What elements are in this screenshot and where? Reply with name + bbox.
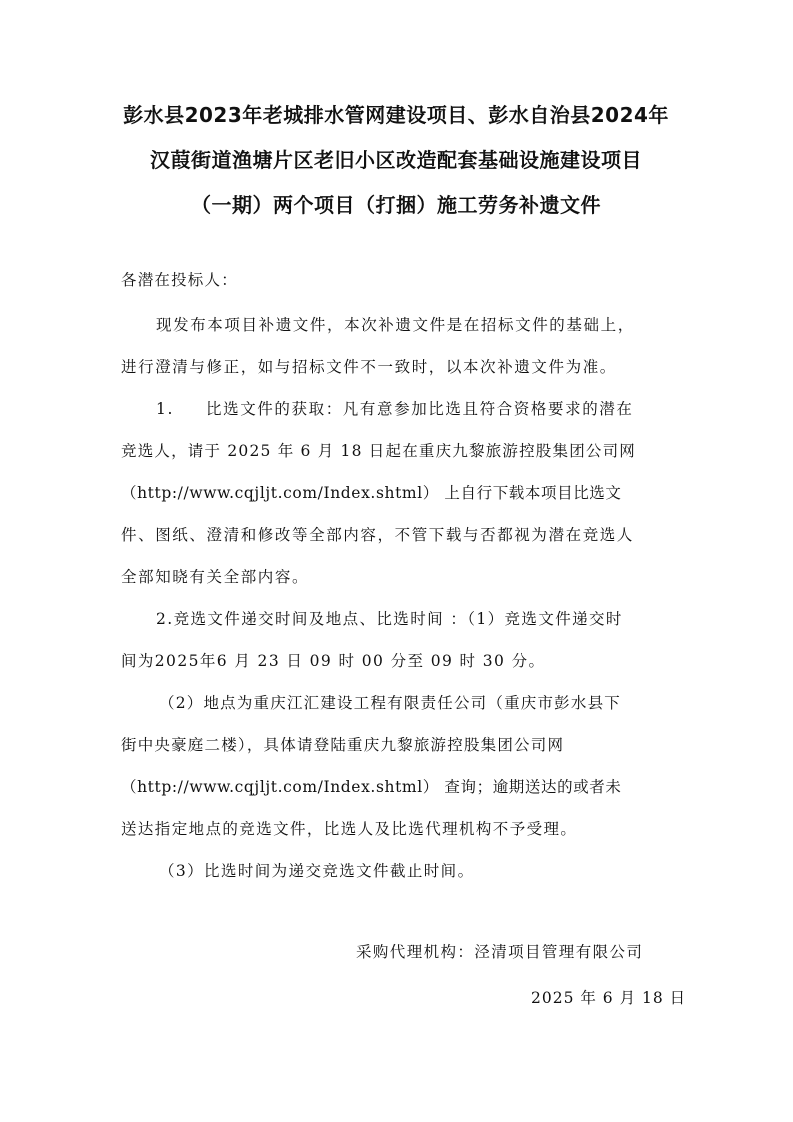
item1-line-1 xyxy=(156,397,634,421)
item1-line-3: （http://www.cqjljt.com/Index.shtml） 上自行下载本项目比选文 xyxy=(121,484,622,502)
salutation: 各潜在投标人： xyxy=(121,271,238,289)
item2-sub2-line-1: （2）地点为重庆江汇建设工程有限责任公司（重庆市彭水县下 xyxy=(159,694,621,712)
item2-sub2-line-2: 街中央豪庭二楼），具体请登陆重庆九黎旅游控股集团公司网 xyxy=(121,736,565,754)
item1-line-5: 全部知晓有关全部内容。 xyxy=(121,568,310,586)
signature-date: 2025 年 6 月 18 日 xyxy=(531,989,687,1007)
item1-line-4: 件、图纸、澄清和修改等全部内容，不管下载与否都视为潜在竞选人 xyxy=(121,526,635,544)
signature-agency: 采购代理机构：泾清项目管理有限公司 xyxy=(356,943,644,961)
title-line-1: 彭水县2023年老城排水管网建设项目、彭水自治县2024年 xyxy=(123,103,669,127)
item1-line-1-text: 比选文件的获取：凡有意参加比选且符合资格要求的潜在 xyxy=(206,400,634,418)
item1-number: 1. xyxy=(156,400,174,418)
intro-line-2: 进行澄清与修正，如与招标文件不一致时，以本次补遗文件为准。 xyxy=(121,358,617,376)
item2-line-1: 2.竞选文件递交时间及地点、比选时间 ：（1）竞选文件递交时 xyxy=(156,610,623,628)
item1-line-2: 竞选人，请于 2025 年 6 月 18 日起在重庆九黎旅游控股集团公司网 xyxy=(121,442,636,460)
title-line-3: （一期）两个项目（打捆）施工劳务补遗文件 xyxy=(191,193,601,217)
intro-line-1: 现发布本项目补遗文件，本次补遗文件是在招标文件的基础上， xyxy=(156,316,635,334)
item2-sub2-line-4: 送达指定地点的竞选文件，比选人及比选代理机构不予受理。 xyxy=(121,820,578,838)
item2-line-2: 间为2025年6 月 23 日 09 时 00 分至 09 时 30 分。 xyxy=(121,652,546,670)
item2-sub2-line-3: （http://www.cqjljt.com/Index.shtml） 查询；逾期送达的或者未 xyxy=(121,778,622,796)
title-line-2: 汉葭街道渔塘片区老旧小区改造配套基础设施建设项目 xyxy=(150,148,642,172)
item2-sub3: （3）比选时间为递交竞选文件截止时间。 xyxy=(159,862,475,880)
